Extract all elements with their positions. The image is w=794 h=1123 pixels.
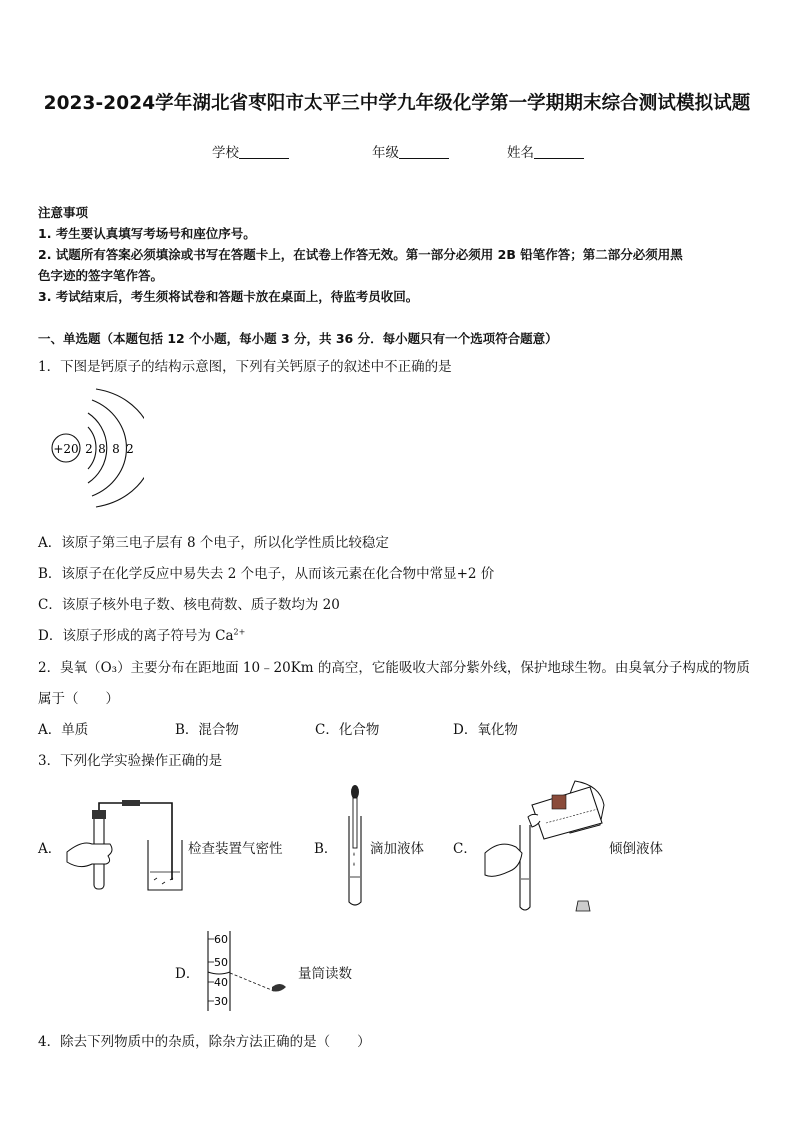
cylinder-reading-figure bbox=[204, 929, 299, 1014]
dropper-figure bbox=[340, 782, 370, 910]
q4-stem: 4．除去下列物质中的杂质，除杂方法正确的是（ ） bbox=[38, 1034, 371, 1050]
eye-icon bbox=[272, 984, 286, 992]
q3-option-b-label: 滴加液体 bbox=[370, 841, 424, 857]
dropper-bulb bbox=[351, 785, 359, 799]
name-label: 姓名 bbox=[507, 145, 534, 161]
airtightness-check-figure bbox=[62, 800, 192, 895]
q3-option-c-label: 倾倒液体 bbox=[609, 841, 663, 857]
nucleus-charge: +20 bbox=[53, 442, 79, 456]
q3-option-a-letter[interactable]: A． bbox=[38, 841, 62, 857]
q2-stem-cont: 属于（ ） bbox=[38, 691, 119, 707]
dropper-tube bbox=[353, 798, 357, 848]
scale-label-30: 30 bbox=[214, 995, 228, 1008]
bubbles bbox=[154, 878, 173, 884]
bottle-label bbox=[552, 795, 566, 809]
q1-option-a[interactable]: A．该原子第三电子层有 8 个电子，所以化学性质比较稳定 bbox=[38, 535, 389, 551]
pouring-liquid-figure bbox=[480, 775, 610, 915]
receiving-test-tube bbox=[520, 825, 530, 910]
q3-option-c-letter[interactable]: C． bbox=[453, 841, 477, 857]
q1-option-d[interactable] bbox=[38, 624, 245, 644]
q1-option-c[interactable]: C．该原子核外电子数、核电荷数、质子数均为 20 bbox=[38, 597, 340, 613]
rubber-joint bbox=[122, 800, 140, 806]
holding-hand bbox=[485, 844, 522, 876]
name-field bbox=[507, 141, 584, 161]
school-blank[interactable] bbox=[239, 144, 289, 159]
q2-stem: 2．臭氧（O₃）主要分布在距地面 10﹣20Km 的高空，它能吸收大部分紫外线，保护地球生物。由臭氧分子构成的物质 bbox=[38, 660, 750, 676]
scale-label-60: 60 bbox=[214, 933, 228, 946]
section-heading: 一、单选题（本题包括 12 个小题，每小题 3 分，共 36 分．每小题只有一个选项符合题意） bbox=[38, 331, 558, 346]
sight-line bbox=[230, 973, 274, 991]
q1-stem: 1．下图是钙原子的结构示意图，下列有关钙原子的叙述中不正确的是 bbox=[38, 359, 452, 375]
q1-option-d-text: D．该原子形成的离子符号为 Ca bbox=[38, 628, 234, 644]
grade-blank[interactable] bbox=[399, 144, 449, 159]
scale-label-50: 50 bbox=[214, 956, 228, 969]
ion-charge: 2+ bbox=[233, 627, 246, 637]
hand bbox=[67, 843, 112, 867]
beaker bbox=[148, 840, 182, 890]
stopper bbox=[92, 810, 106, 819]
notice-item: 色字迹的签字笔作答。 bbox=[38, 268, 164, 283]
grade-label: 年级 bbox=[372, 145, 399, 161]
reagent-bottle bbox=[532, 787, 602, 839]
notice-heading: 注意事项 bbox=[38, 205, 89, 220]
q3-option-b-letter[interactable]: B． bbox=[314, 841, 338, 857]
name-blank[interactable] bbox=[534, 144, 584, 159]
drops bbox=[354, 852, 355, 866]
meniscus bbox=[208, 972, 230, 974]
q2-option-a[interactable]: A．单质 bbox=[38, 722, 89, 738]
q3-option-a-label: 检查装置气密性 bbox=[188, 841, 283, 857]
q2-option-b[interactable]: B．混合物 bbox=[175, 722, 239, 738]
shell-arc-3 bbox=[92, 400, 126, 496]
shell-count-1: 2 bbox=[85, 442, 93, 456]
notice-item: 3. 考试结束后，考生须将试卷和答题卡放在桌面上，待监考员收回。 bbox=[38, 289, 419, 304]
school-field bbox=[212, 141, 289, 161]
bottle-stopper bbox=[576, 901, 590, 911]
school-label: 学校 bbox=[212, 145, 239, 161]
delivery-tube bbox=[99, 803, 172, 880]
q2-option-d[interactable]: D．氧化物 bbox=[453, 722, 518, 738]
q3-option-d-letter[interactable]: D． bbox=[175, 966, 200, 982]
q3-option-d-label: 量筒读数 bbox=[298, 966, 352, 982]
notice-item: 2. 试题所有答案必须填涂或书写在答题卡上，在试卷上作答无效。第一部分必须用 2B 铅笔作答；第二部分必须用黑 bbox=[38, 247, 683, 262]
shell-count-4: 2 bbox=[126, 442, 134, 456]
shell-count-3: 8 bbox=[112, 442, 120, 456]
shell-count-2: 8 bbox=[98, 442, 106, 456]
scale-label-40: 40 bbox=[214, 976, 228, 989]
grade-field bbox=[372, 141, 449, 161]
q3-stem: 3．下列化学实验操作正确的是 bbox=[38, 753, 223, 769]
q2-option-c[interactable]: C．化合物 bbox=[315, 722, 380, 738]
notice-item: 1. 考生要认真填写考场号和座位序号。 bbox=[38, 226, 256, 241]
calcium-atom-diagram bbox=[44, 385, 144, 510]
page-title: 2023-2024学年湖北省枣阳市太平三中学九年级化学第一学期期末综合测试模拟试题 bbox=[43, 93, 751, 114]
q1-option-b[interactable]: B．该原子在化学反应中易失去 2 个电子，从而该元素在化合物中常显+2 价 bbox=[38, 566, 495, 582]
